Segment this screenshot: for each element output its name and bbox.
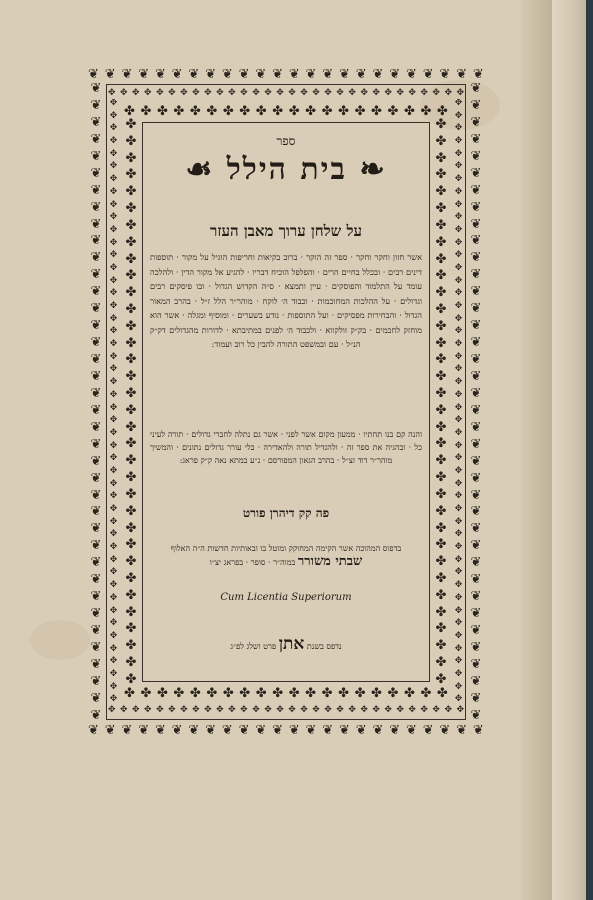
inner-border-right: ✥ ✥ ✥ ✥ ✥ ✥ ✥ ✥ ✥ ✥ ✥ ✥ ✥ ✥ ✥ ✥ ✥ ✥ ✥ ✥ ✥ ✥ ✥ ✥ ✥ ✥ ✥ ✥ ✥ ✥ ✥ ✥ ✥ ✥ ✥ ✥ ✥ ✥ ✥ ✥ ✥ ✥ ✥ ✥ ✥ ✥ ✥ ✥ [454, 99, 463, 705]
sefer-label: ספר [276, 134, 296, 148]
inner-border-left: ✥ ✥ ✥ ✥ ✥ ✥ ✥ ✥ ✥ ✥ ✥ ✥ ✥ ✥ ✥ ✥ ✥ ✥ ✥ ✥ ✥ ✥ ✥ ✥ ✥ ✥ ✥ ✥ ✥ ✥ ✥ ✥ ✥ ✥ ✥ ✥ ✥ ✥ ✥ ✥ ✥ ✥ ✥ ✥ ✥ ✥ ✥ ✥ [109, 99, 118, 705]
year-prefix: נדפס בשנת [306, 642, 342, 651]
printer-block [150, 542, 422, 569]
border-left-ornaments: ❦ ❦ ❦ ❦ ❦ ❦ ❦ ❦ ❦ ❦ ❦ ❦ ❦ ❦ ❦ ❦ ❦ ❦ ❦ ❦ ❦ ❦ ❦ ❦ ❦ ❦ ❦ ❦ ❦ ❦ ❦ ❦ ❦ ❦ ❦ ❦ ❦ ❦ [90, 82, 102, 722]
border-top-ornaments: ❦ ❦ ❦ ❦ ❦ ❦ ❦ ❦ ❦ ❦ ❦ ❦ ❦ ❦ ❦ ❦ ❦ ❦ ❦ ❦ ❦ ❦ ❦ ❦ [88, 66, 484, 82]
license-line: Cum Licentia Superiorum [220, 592, 352, 603]
inner-border-top: ✥ ✥ ✥ ✥ ✥ ✥ ✥ ✥ ✥ ✥ ✥ ✥ ✥ ✥ ✥ ✥ ✥ ✥ ✥ ✥ ✥ ✥ ✥ ✥ ✥ ✥ ✥ ✥ ✥ ✥ [108, 88, 464, 98]
border-bottom-ornaments: ❦ ❦ ❦ ❦ ❦ ❦ ❦ ❦ ❦ ❦ ❦ ❦ ❦ ❦ ❦ ❦ ❦ ❦ ❦ ❦ ❦ ❦ ❦ ❦ [88, 722, 484, 738]
innermost-border-left: ✤ ✤ ✤ ✤ ✤ ✤ ✤ ✤ ✤ ✤ ✤ ✤ ✤ ✤ ✤ ✤ ✤ ✤ ✤ ✤ ✤ ✤ ✤ ✤ ✤ ✤ ✤ ✤ ✤ ✤ ✤ ✤ ✤ ✤ [125, 118, 137, 686]
year-word: אתן [278, 634, 305, 654]
approbation-paragraph: והנה קם בנו תחתיו · ממעון מקום אשר לפני · אשר גם נתלה לחברי גדולים · תורה לעיני כל · ובהגיה את ספר זה · ולהגדיל תורה ולהאדירה · בלי עורר גדולים נתונים · והמשיך מוהר״ר דוד זצ״ל · בהרב הגאון המפורסם · נ״ע במתא נאה ק״ק פראג: [150, 430, 422, 465]
border-right-ornaments: ❦ ❦ ❦ ❦ ❦ ❦ ❦ ❦ ❦ ❦ ❦ ❦ ❦ ❦ ❦ ❦ ❦ ❦ ❦ ❦ ❦ ❦ ❦ ❦ ❦ ❦ ❦ ❦ ❦ ❦ ❦ ❦ ❦ ❦ ❦ ❦ ❦ ❦ [470, 82, 482, 722]
book-title-text: בית הילל [226, 152, 348, 187]
innermost-border-right: ✤ ✤ ✤ ✤ ✤ ✤ ✤ ✤ ✤ ✤ ✤ ✤ ✤ ✤ ✤ ✤ ✤ ✤ ✤ ✤ ✤ ✤ ✤ ✤ ✤ ✤ ✤ ✤ ✤ ✤ ✤ ✤ ✤ ✤ [435, 118, 447, 686]
binding-edge [586, 0, 593, 900]
book-subtitle: על שלחן ערוך מאבן העזר [209, 222, 363, 240]
innermost-border-bottom: ✤ ✤ ✤ ✤ ✤ ✤ ✤ ✤ ✤ ✤ ✤ ✤ ✤ ✤ ✤ ✤ ✤ ✤ ✤ ✤ [124, 686, 448, 700]
title-page-content [150, 134, 422, 664]
fleuron-icon: ❧ [359, 152, 387, 187]
page-gutter [521, 0, 552, 900]
paper-stain [30, 620, 90, 660]
inner-border-bottom: ✥ ✥ ✥ ✥ ✥ ✥ ✥ ✥ ✥ ✥ ✥ ✥ ✥ ✥ ✥ ✥ ✥ ✥ ✥ ✥ ✥ ✥ ✥ ✥ ✥ ✥ ✥ ✥ ✥ ✥ [108, 705, 464, 715]
place-of-printing: פה קק דיהרן פורט [242, 506, 330, 520]
innermost-border-top: ✤ ✤ ✤ ✤ ✤ ✤ ✤ ✤ ✤ ✤ ✤ ✤ ✤ ✤ ✤ ✤ ✤ ✤ ✤ ✤ [124, 104, 448, 118]
printer-name: שבתי משורר [297, 554, 363, 569]
book-title [150, 152, 422, 187]
fleuron-icon: ☙ [185, 152, 215, 187]
description-paragraph: אשר חזון וחקר וחקר · ספר זה הוקר · ברוב בקיאות וחריפות הוגיל על מקור · תוספות דינים רבים · ובכלל בחיים הרים · והפלפל הוכיח דבריו · להגיע אל מקור הדין · ולהלכה עומד על התלמוד והפוסקים · עיין ותמצא · ס״ה הקדוש הגדול · ובו פיסקים רבים וגדולים · על ההלכות המחוכמות · וכבוד ה׳ לוקח · מוהר״ר הלל ז״ל · בהרב המאור הגדול · והבחירות מפסיקים · ועל התוספות · נודע בשערים · ומוסיף ומגלה · אשר הוא מוחזק לחכמים · בק״ק זולקווא · ולכבוד ה׳ לפנים במתיבתא · לדורות מהגדולים דק״ק הנ״ל · עם ובמשפט התורה להבין כל רוב ועמוד: [150, 252, 422, 349]
imprint-year [150, 634, 422, 654]
year-suffix: פרט ושלג לפ״ג [230, 642, 277, 651]
printer-suffix: במוה״ר · סופר · בפראג יצ״ו [209, 558, 296, 567]
printer-line: בדפוס המהוכה אשר הקימה המחוקק ומוטל בו ובאותיות חדשות ה״ה האלוף [170, 544, 402, 553]
